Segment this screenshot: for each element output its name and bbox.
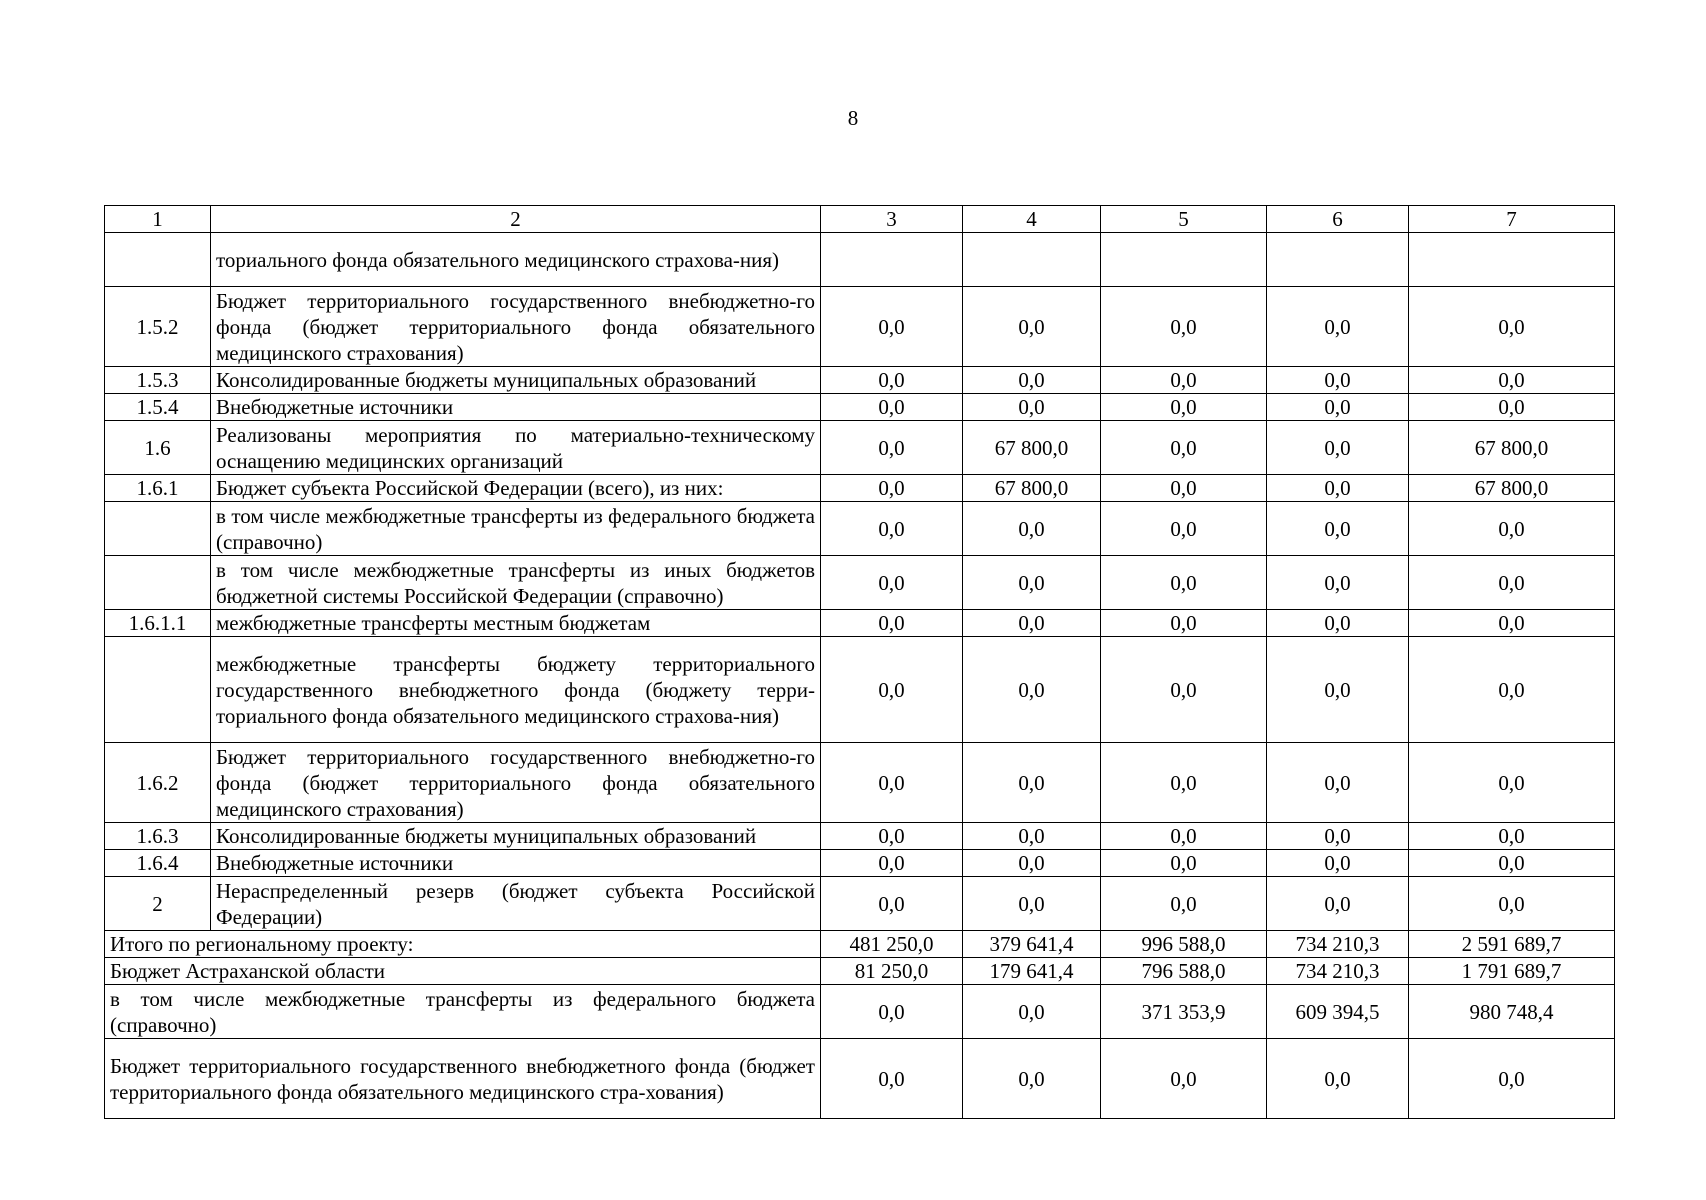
row-code: 1.5.3 (105, 367, 211, 394)
value-cell (1267, 233, 1409, 287)
value-cell: 0,0 (1267, 367, 1409, 394)
value-cell: 67 800,0 (1409, 475, 1615, 502)
value-cell: 0,0 (821, 421, 963, 475)
value-cell: 0,0 (1101, 610, 1267, 637)
row-description: Внебюджетные источники (211, 394, 821, 421)
row-code: 1.5.2 (105, 287, 211, 367)
table-row (105, 287, 1615, 367)
value-cell: 0,0 (1409, 367, 1615, 394)
total-row (105, 1039, 1615, 1119)
table-row (105, 475, 1615, 502)
value-cell: 0,0 (1101, 502, 1267, 556)
value-cell: 0,0 (1267, 502, 1409, 556)
column-header: 4 (963, 206, 1101, 233)
value-cell: 0,0 (1101, 637, 1267, 743)
value-cell: 0,0 (1101, 367, 1267, 394)
value-cell: 0,0 (821, 556, 963, 610)
value-cell: 0,0 (1267, 877, 1409, 931)
row-code: 1.6.4 (105, 850, 211, 877)
row-description: межбюджетные трансферты бюджету территориального государственного внебюджетного фонда (бюджету терри-ториального фонда обязательного медицинского страхова-ния) (211, 637, 821, 743)
value-cell: 0,0 (963, 610, 1101, 637)
row-description: в том числе межбюджетные трансферты из иных бюджетов бюджетной системы Российской Федерации (справочно) (211, 556, 821, 610)
table-row (105, 823, 1615, 850)
value-cell: 0,0 (821, 637, 963, 743)
value-cell: 0,0 (1267, 421, 1409, 475)
column-header: 3 (821, 206, 963, 233)
value-cell: 996 588,0 (1101, 931, 1267, 958)
value-cell: 0,0 (821, 877, 963, 931)
value-cell: 0,0 (1101, 475, 1267, 502)
value-cell (1409, 233, 1615, 287)
value-cell: 0,0 (1267, 556, 1409, 610)
value-cell: 0,0 (1267, 637, 1409, 743)
table-row (105, 367, 1615, 394)
value-cell: 0,0 (821, 502, 963, 556)
value-cell: 0,0 (821, 367, 963, 394)
page-number: 8 (847, 106, 859, 130)
value-cell: 0,0 (963, 743, 1101, 823)
table-row (105, 637, 1615, 743)
total-row (105, 985, 1615, 1039)
row-description: Консолидированные бюджеты муниципальных образований (211, 367, 821, 394)
total-label: Бюджет Астраханской области (105, 958, 821, 985)
value-cell: 0,0 (1101, 823, 1267, 850)
value-cell: 0,0 (1267, 610, 1409, 637)
value-cell: 0,0 (963, 877, 1101, 931)
value-cell: 0,0 (1409, 850, 1615, 877)
row-code: 1.5.4 (105, 394, 211, 421)
value-cell: 0,0 (963, 394, 1101, 421)
row-code (105, 233, 211, 287)
value-cell: 0,0 (1101, 1039, 1267, 1119)
value-cell: 481 250,0 (821, 931, 963, 958)
row-code (105, 556, 211, 610)
value-cell: 0,0 (821, 743, 963, 823)
value-cell: 0,0 (1409, 743, 1615, 823)
row-code: 1.6.3 (105, 823, 211, 850)
row-description: Нераспределенный резерв (бюджет субъекта Российской Федерации) (211, 877, 821, 931)
table-row (105, 850, 1615, 877)
total-label: в том числе межбюджетные трансферты из федерального бюджета (справочно) (105, 985, 821, 1039)
value-cell: 0,0 (1409, 502, 1615, 556)
total-row (105, 931, 1615, 958)
value-cell: 0,0 (963, 1039, 1101, 1119)
column-header: 5 (1101, 206, 1267, 233)
budget-table (104, 205, 1615, 1119)
value-cell: 0,0 (1409, 394, 1615, 421)
row-description: межбюджетные трансферты местным бюджетам (211, 610, 821, 637)
value-cell: 0,0 (1101, 850, 1267, 877)
table-row (105, 556, 1615, 610)
value-cell: 0,0 (1267, 850, 1409, 877)
value-cell: 0,0 (963, 850, 1101, 877)
value-cell: 0,0 (1409, 877, 1615, 931)
total-row (105, 958, 1615, 985)
value-cell: 0,0 (963, 502, 1101, 556)
value-cell: 0,0 (821, 985, 963, 1039)
value-cell: 0,0 (821, 287, 963, 367)
value-cell: 0,0 (1267, 394, 1409, 421)
row-code: 1.6.2 (105, 743, 211, 823)
column-header: 7 (1409, 206, 1615, 233)
value-cell: 609 394,5 (1267, 985, 1409, 1039)
value-cell: 0,0 (1101, 556, 1267, 610)
value-cell (1101, 233, 1267, 287)
table-row (105, 610, 1615, 637)
value-cell: 0,0 (821, 610, 963, 637)
row-description: Внебюджетные источники (211, 850, 821, 877)
row-description: Реализованы мероприятия по материально-техническому оснащению медицинских организаций (211, 421, 821, 475)
value-cell: 0,0 (1267, 475, 1409, 502)
column-header: 2 (211, 206, 821, 233)
value-cell: 1 791 689,7 (1409, 958, 1615, 985)
value-cell: 0,0 (1267, 1039, 1409, 1119)
value-cell: 0,0 (963, 637, 1101, 743)
value-cell: 0,0 (821, 475, 963, 502)
value-cell: 2 591 689,7 (1409, 931, 1615, 958)
value-cell: 0,0 (1101, 394, 1267, 421)
value-cell: 67 800,0 (963, 421, 1101, 475)
value-cell: 81 250,0 (821, 958, 963, 985)
table-header-row (105, 206, 1615, 233)
value-cell: 371 353,9 (1101, 985, 1267, 1039)
value-cell: 734 210,3 (1267, 931, 1409, 958)
value-cell: 67 800,0 (1409, 421, 1615, 475)
column-header: 6 (1267, 206, 1409, 233)
value-cell: 0,0 (821, 1039, 963, 1119)
value-cell: 0,0 (963, 985, 1101, 1039)
row-description: в том числе межбюджетные трансферты из федерального бюджета (справочно) (211, 502, 821, 556)
table-row (105, 421, 1615, 475)
value-cell: 0,0 (1409, 287, 1615, 367)
row-description: Бюджет субъекта Российской Федерации (всего), из них: (211, 475, 821, 502)
table-row (105, 743, 1615, 823)
value-cell: 0,0 (1409, 610, 1615, 637)
value-cell: 0,0 (963, 367, 1101, 394)
value-cell: 0,0 (1409, 823, 1615, 850)
value-cell (821, 233, 963, 287)
value-cell: 0,0 (1267, 823, 1409, 850)
value-cell: 0,0 (821, 394, 963, 421)
value-cell: 179 641,4 (963, 958, 1101, 985)
row-description: Бюджет территориального государственного внебюджетно-го фонда (бюджет территориального фонда обязательного медицинского страхования) (211, 743, 821, 823)
table-row (105, 233, 1615, 287)
table-row (105, 502, 1615, 556)
value-cell: 0,0 (963, 287, 1101, 367)
column-header: 1 (105, 206, 211, 233)
value-cell: 796 588,0 (1101, 958, 1267, 985)
value-cell: 0,0 (1101, 743, 1267, 823)
value-cell: 0,0 (821, 850, 963, 877)
row-code: 2 (105, 877, 211, 931)
value-cell: 0,0 (1409, 637, 1615, 743)
row-description: Бюджет территориального государственного внебюджетно-го фонда (бюджет территориального фонда обязательного медицинского страхования) (211, 287, 821, 367)
value-cell: 0,0 (1267, 743, 1409, 823)
value-cell (963, 233, 1101, 287)
value-cell: 980 748,4 (1409, 985, 1615, 1039)
row-code (105, 637, 211, 743)
row-code: 1.6.1.1 (105, 610, 211, 637)
value-cell: 0,0 (1101, 877, 1267, 931)
value-cell: 0,0 (1267, 287, 1409, 367)
row-code (105, 502, 211, 556)
row-description: Консолидированные бюджеты муниципальных образований (211, 823, 821, 850)
value-cell: 0,0 (1409, 1039, 1615, 1119)
value-cell: 379 641,4 (963, 931, 1101, 958)
value-cell: 0,0 (821, 823, 963, 850)
value-cell: 0,0 (963, 556, 1101, 610)
row-description: ториального фонда обязательного медицинского страхова-ния) (211, 233, 821, 287)
value-cell: 0,0 (1101, 421, 1267, 475)
value-cell: 67 800,0 (963, 475, 1101, 502)
value-cell: 734 210,3 (1267, 958, 1409, 985)
row-code: 1.6.1 (105, 475, 211, 502)
value-cell: 0,0 (963, 823, 1101, 850)
row-code: 1.6 (105, 421, 211, 475)
value-cell: 0,0 (1409, 556, 1615, 610)
table-row (105, 877, 1615, 931)
table-row (105, 394, 1615, 421)
value-cell: 0,0 (1101, 287, 1267, 367)
total-label: Бюджет территориального государственного внебюджетного фонда (бюджет территориального фонда обязательного медицинского стра-хования) (105, 1039, 821, 1119)
total-label: Итого по региональному проекту: (105, 931, 821, 958)
